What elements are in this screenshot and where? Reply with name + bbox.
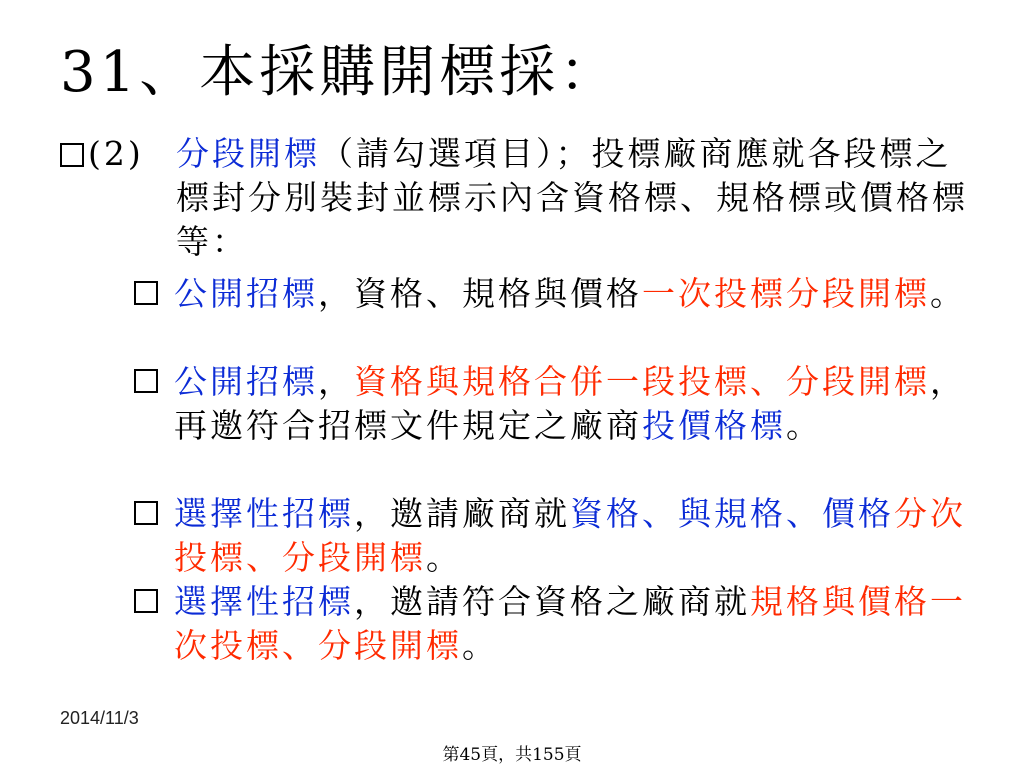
checkbox-icon[interactable] <box>60 143 84 167</box>
option-part: ，邀請廠商就 <box>354 494 570 533</box>
option-part: ， <box>318 362 354 401</box>
option-body <box>174 492 970 580</box>
option-part: 選擇性招標 <box>174 494 354 533</box>
option-part: 分次投標、分段開標 <box>174 494 966 577</box>
option-item <box>134 360 970 448</box>
main-item-body <box>176 132 970 264</box>
checkbox-icon[interactable] <box>134 501 158 525</box>
option-part: ，邀請符合資格之廠商就 <box>354 582 750 621</box>
option-body <box>174 360 970 448</box>
option-item <box>134 492 970 580</box>
option-part: 投價格標 <box>642 406 786 445</box>
option-part: 。 <box>426 538 462 577</box>
option-part: 資格、與規格、價格 <box>570 494 894 533</box>
option-item <box>134 580 970 668</box>
footer-page-number: 第45頁，共155頁 <box>442 745 582 765</box>
main-item <box>60 132 970 264</box>
item-text: （請勾選項目）；投標廠商應就各段標之標封分別裝封並標示內含資格標、規格標或價格標等： <box>176 134 968 261</box>
option-part: 一次投標分段開標 <box>642 274 930 313</box>
option-part: ，再邀符合招標文件規定之廠商 <box>174 362 966 445</box>
option-body <box>174 272 970 316</box>
main-item-lead <box>60 132 144 176</box>
option-part: 。 <box>786 406 822 445</box>
option-part: ，資格、規格與價格 <box>318 274 642 313</box>
option-part: 。 <box>930 274 966 313</box>
checkbox-icon[interactable] <box>134 281 158 305</box>
option-part: 規格與價格一次投標、分段開標 <box>174 582 966 665</box>
option-part: 公開招標 <box>174 274 318 313</box>
option-part: 公開招標 <box>174 362 318 401</box>
option-item <box>134 272 970 316</box>
item-highlight: 分段開標 <box>176 134 320 173</box>
option-body <box>174 580 970 668</box>
checkbox-icon[interactable] <box>134 589 158 613</box>
item-number: (2) <box>88 134 144 173</box>
option-part: 。 <box>462 626 498 665</box>
footer-date: 2014/11/3 <box>60 708 139 728</box>
checkbox-icon[interactable] <box>134 369 158 393</box>
option-part: 資格與規格合併一段投標、分段開標 <box>354 362 930 401</box>
slide-title: 31、本採購開標採： <box>60 40 620 105</box>
option-part: 選擇性招標 <box>174 582 354 621</box>
